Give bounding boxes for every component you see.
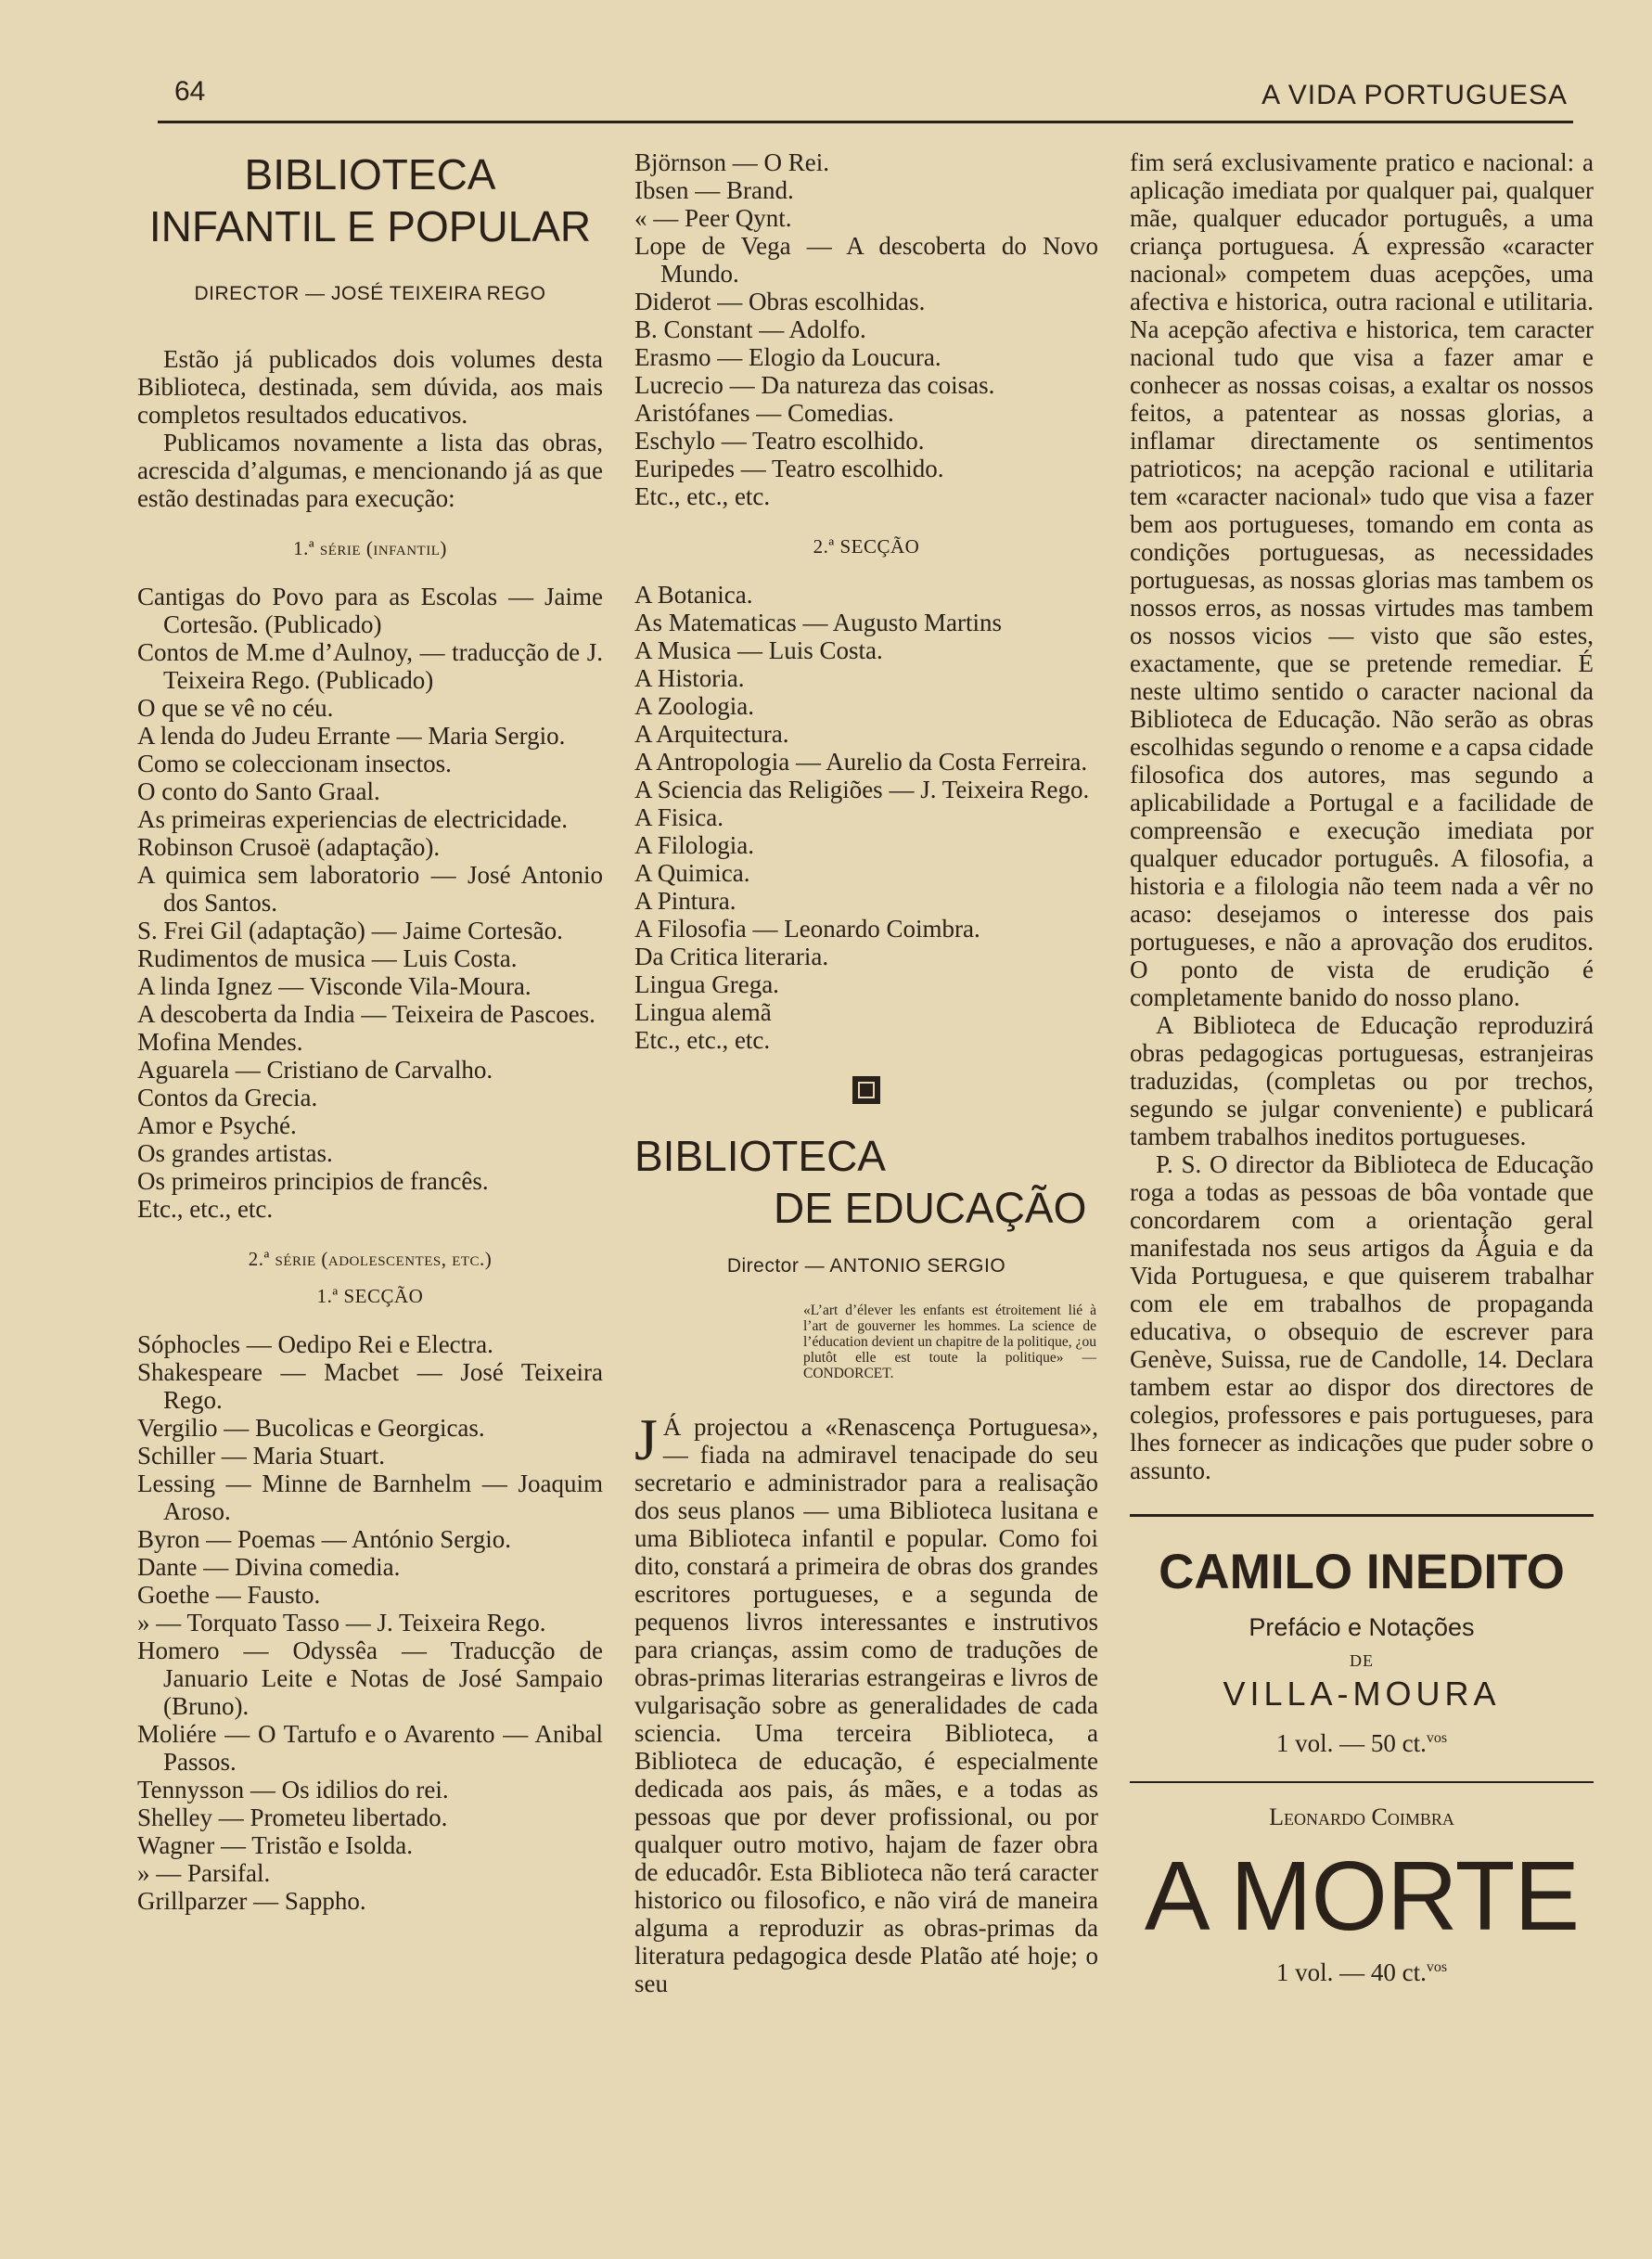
book-entry: Etc., etc., etc.	[137, 1195, 274, 1223]
book-entry: Aristófanes — Comedias.	[634, 399, 894, 427]
book-entry: Vergilio — Bucolicas e Georgicas.	[137, 1414, 485, 1442]
drop-cap: J	[634, 1406, 658, 1472]
book-entry: A Historia.	[634, 664, 745, 692]
book-entry: Goethe — Fausto.	[137, 1581, 321, 1609]
book-entry: Byron — Poemas — António Sergio.	[137, 1525, 512, 1553]
book-entry: Amor e Psyché.	[137, 1111, 297, 1139]
ad-price	[1130, 1725, 1594, 1757]
director-line: Director — ANTONIO SERGIO	[726, 1255, 1006, 1277]
book-entry: Diderot — Obras escolhidas.	[634, 288, 926, 315]
book-list	[634, 148, 1098, 510]
book-entry: A Quimica.	[634, 859, 750, 887]
book-entry: Contos da Grecia.	[137, 1084, 318, 1111]
advertisement-a-morte	[1130, 1803, 1594, 1986]
book-entry: As primeiras experiencias de electricidade.	[137, 805, 569, 833]
section-title-biblioteca-infantil	[137, 148, 603, 252]
book-entry: Moliére — O Tartufo e o Avarento — Anibal Passos.	[137, 1720, 603, 1776]
book-entry: Eschylo — Teatro escolhido.	[634, 427, 925, 455]
book-entry: Sóphocles — Oedipo Rei e Electra.	[137, 1330, 493, 1358]
book-entry: Lessing — Minne de Barnhelm — Joaquim Aroso.	[137, 1470, 603, 1525]
intro-paragraph: Estão já publicados dois volumes desta Biblioteca, destinada, sem dúvida, aos mais completos resultados educativos.	[137, 345, 603, 429]
book-entry: Etc., etc., etc.	[634, 1026, 771, 1054]
book-list	[137, 1330, 603, 1915]
book-entry: Tennysson — Os idilios do rei.	[137, 1776, 449, 1803]
book-entry: Lingua Grega.	[634, 970, 779, 998]
book-entry: A Fisica.	[634, 803, 724, 831]
section-heading: 2.ª SECÇÃO	[813, 535, 920, 558]
column-left	[137, 148, 603, 1915]
book-entry: Aguarela — Cristiano de Carvalho.	[137, 1056, 493, 1084]
article-paragraph: A Biblioteca de Educação reproduzirá obras pedagogicas portuguesas, estranjeiras traduzidas, (completas ou por trechos, segundo se julgar conveniente) e publicará tambem trabalhos ineditos portugueses.	[1130, 1011, 1594, 1150]
book-entry: A Filologia.	[634, 831, 755, 859]
ad-title: CAMILO INEDITO	[1159, 1545, 1565, 1599]
book-entry: Shakespeare — Macbet — José Teixeira Rego.	[137, 1358, 603, 1414]
book-entry: B. Constant — Adolfo.	[634, 315, 866, 343]
title-line: DE EDUCAÇÃO	[774, 1184, 1087, 1232]
book-entry: A Pintura.	[634, 887, 736, 915]
book-entry: Os grandes artistas.	[137, 1139, 333, 1167]
ad-preposition: DE	[1350, 1651, 1374, 1670]
book-entry: Robinson Crusoë (adaptação).	[137, 833, 441, 861]
book-entry: Lucrecio — Da natureza das coisas.	[634, 371, 995, 399]
article-body-text: Á projectou a «Renascença Portuguesa», — fiada na admiravel tenacipade do seu secretario e administrador para a realisação dos seus planos — uma Biblioteca lusitana e uma Biblioteca infantil e popular. Como foi dito, constará a primeira de obras dos grandes escritores portugueses, e a segunda de pequenos livros interessantes e instrutivos para crianças, assim como de traduções de obras-primas literarias estrangeiras e livros de vulgarisação sobre as generalidades de cada sciencia. Uma terceira Biblioteca, a Biblioteca de educação, é especialmente dedicada aos pais, ás mães, e a todas as pessoas que por dever profissional, ou por qualquer outro motivo, hajam de fazer obra de educadôr. Esta Biblioteca não terá caracter historico ou filosofico, e não virá de maneira alguma a reproduzir as obras-primas da literatura pedagogica desde Platão até hoje; o seu	[634, 1413, 1098, 1997]
book-entry: A Arquitectura.	[634, 720, 789, 748]
book-entry: A descoberta da India — Teixeira de Pascoes.	[137, 1000, 595, 1028]
book-entry: Homero — Odyssêa — Traducção de Januario Leite e Notas de José Sampaio (Bruno).	[137, 1636, 603, 1720]
book-entry: Lope de Vega — A descoberta do Novo Mundo.	[634, 232, 1098, 288]
column-middle	[634, 148, 1098, 1997]
ad-price-sup: vos	[1426, 1959, 1448, 1975]
series-heading	[137, 534, 603, 562]
running-header	[158, 71, 1573, 123]
book-entry: Rudimentos de musica — Luis Costa.	[137, 944, 518, 972]
book-entry: Euripedes — Teatro escolhido.	[634, 455, 944, 482]
article-body	[634, 1406, 1098, 1997]
divider	[1130, 1781, 1594, 1783]
book-entry: A Filosofia — Leonardo Coimbra.	[634, 915, 980, 943]
series-number: 1.ª	[293, 537, 315, 559]
book-entry: A Botanica.	[634, 581, 753, 609]
section-title-biblioteca-educacao	[634, 1130, 1098, 1234]
book-entry: » — Parsifal.	[137, 1859, 271, 1887]
title-line: INFANTIL E POPULAR	[148, 202, 592, 250]
book-entry: Björnson — O Rei.	[634, 148, 830, 176]
book-entry: Ibsen — Brand.	[634, 176, 794, 204]
section-heading: 1.ª SECÇÃO	[316, 1285, 424, 1307]
book-entry: Erasmo — Elogio da Loucura.	[634, 343, 941, 371]
ad-price-sup: vos	[1426, 1730, 1448, 1746]
title-line: BIBLIOTECA	[244, 150, 496, 199]
book-entry: Mofina Mendes.	[137, 1028, 303, 1056]
book-entry: Contos de M.me d’Aulnoy, — traducção de J. Teixeira Rego. (Publicado)	[137, 638, 603, 694]
title-line: BIBLIOTECA	[634, 1132, 886, 1180]
advertisement-camilo	[1130, 1545, 1594, 1757]
page-number: 64	[174, 76, 206, 107]
series-label: série (infantil)	[319, 537, 447, 559]
book-entry: Etc., etc., etc.	[634, 482, 771, 510]
column-right	[1130, 148, 1594, 1986]
book-list	[137, 583, 603, 1223]
book-entry: A Sciencia das Religiões — J. Teixeira Rego.	[634, 776, 1090, 803]
book-entry: » — Torquato Tasso — J. Teixeira Rego.	[137, 1609, 546, 1636]
article-paragraph: P. S. O director da Biblioteca de Educação roga a todas as pessoas de bôa vontade que concordarem com a orientação geral manifestada nos seus artigos da Águia e da Vida Portuguesa, e que quiserem trabalhar com ele em trabalhos de propaganda educativa, o obsequio de escrever para Genève, Suissa, rue de Candolle, 14. Declara tambem estar ao dispor dos directores de colegios, professores e pais portugueses, para lhes fornecer as indicações que puder sobre o assunto.	[1130, 1150, 1594, 1484]
ad-author: Leonardo Coimbra	[1269, 1803, 1454, 1830]
ad-title: A MORTE	[1144, 1842, 1580, 1951]
book-entry: Schiller — Maria Stuart.	[137, 1442, 385, 1470]
book-entry: Lingua alemã	[634, 998, 772, 1026]
book-entry: A lenda do Judeu Errante — Maria Sergio.	[137, 722, 566, 750]
book-entry: O conto do Santo Graal.	[137, 777, 380, 805]
ad-price-text: 1 vol. — 50 ct.	[1275, 1729, 1427, 1757]
book-entry: Como se coleccionam insectos.	[137, 750, 452, 777]
book-entry: O que se vê no céu.	[137, 694, 334, 722]
divider	[1130, 1514, 1594, 1517]
book-entry: A Musica — Luis Costa.	[634, 636, 883, 664]
book-entry: A quimica sem laboratorio — José Antonio dos Santos.	[137, 861, 603, 917]
ad-price	[1130, 1954, 1594, 1986]
book-entry: A linda Ignez — Visconde Vila-Moura.	[137, 972, 531, 1000]
book-entry: Da Critica literaria.	[634, 943, 829, 970]
book-list	[634, 581, 1098, 1054]
article-paragraph: fim será exclusivamente pratico e nacional: a aplicação imediata por qualquer pai, qualquer mãe, qualquer educador português, a uma criança portuguesa. Á expressão «caracter nacional» competem duas acepções, uma afectiva e historica, outra racional e utilitaria. Na acepção afectiva e historica, tem caracter nacional tudo que visa a fazer amar e conhecer as nossas coisas, a exaltar os nossos feitos, a patentear as nossas glorias, a inflamar directamente os sentimentos patrioticos; na acepção racional e utilitaria tem «caracter nacional» tudo que visa a fazer bem aos portugueses, tomando em conta as condições portuguesas, as necessidades portuguesas, as nossas glorias mas tambem os nossos erros, as nossas virtudes mas tambem os nossos vicios — visto que são estes, exactamente, que se pretende remediar. É neste ultimo sentido o caracter nacional da Biblioteca de Educação. Não serão as obras escolhidas segundo o renome e a capsa cidade filosofica dos autores, mas segundo a aplicabilidade a Portugal e a facilidade de compreensão e execução imediata por qualquer educador português. A filosofia, a historia e a filologia não teem nada a vêr no acaso: desejamos o interesse dos pais portugueses, e não a aprovação dos eruditos. O ponto de vista de erudição é completamente banido do nosso plano.	[1130, 148, 1594, 1011]
director-line: DIRECTOR — JOSÉ TEIXEIRA REGO	[194, 283, 546, 304]
book-entry: Os primeiros principios de francês.	[137, 1167, 489, 1195]
book-entry: Grillparzer — Sappho.	[137, 1887, 366, 1915]
ad-price-text: 1 vol. — 40 ct.	[1275, 1958, 1427, 1986]
series-heading	[137, 1245, 603, 1273]
ad-subtitle: Prefácio e Notações	[1249, 1613, 1475, 1641]
epigraph: «L’art d’élever les enfants est étroitement lié à l’art de gouverner les hommes. La science de l’éducation devient un chapitre de la politique, ¿ou plutôt elle est toute la politique» — CONDORCET.	[803, 1303, 1096, 1381]
book-entry: A Antropologia — Aurelio da Costa Ferreira.	[634, 748, 1088, 776]
book-entry: Dante — Divina comedia.	[137, 1553, 401, 1581]
series-number: 2.ª	[248, 1248, 270, 1270]
ornament-icon	[852, 1076, 880, 1104]
book-entry: As Matematicas — Augusto Martins	[634, 609, 1002, 636]
book-entry: S. Frei Gil (adaptação) — Jaime Cortesão.	[137, 917, 563, 944]
ad-author: VILLA-MOURA	[1223, 1675, 1501, 1713]
book-entry: « — Peer Qynt.	[634, 204, 792, 232]
intro-paragraph: Publicamos novamente a lista das obras, acrescida d’algumas, e mencionando já as que estão destinadas para execução:	[137, 429, 603, 512]
series-label: série (adolescentes, etc.)	[275, 1248, 493, 1270]
book-entry: Shelley — Prometeu libertado.	[137, 1803, 448, 1831]
book-entry: Wagner — Tristão e Isolda.	[137, 1831, 414, 1859]
book-entry: A Zoologia.	[634, 692, 754, 720]
masthead: A VIDA PORTUGUESA	[1261, 80, 1568, 110]
book-entry: Cantigas do Povo para as Escolas — Jaime Cortesão. (Publicado)	[137, 583, 603, 638]
